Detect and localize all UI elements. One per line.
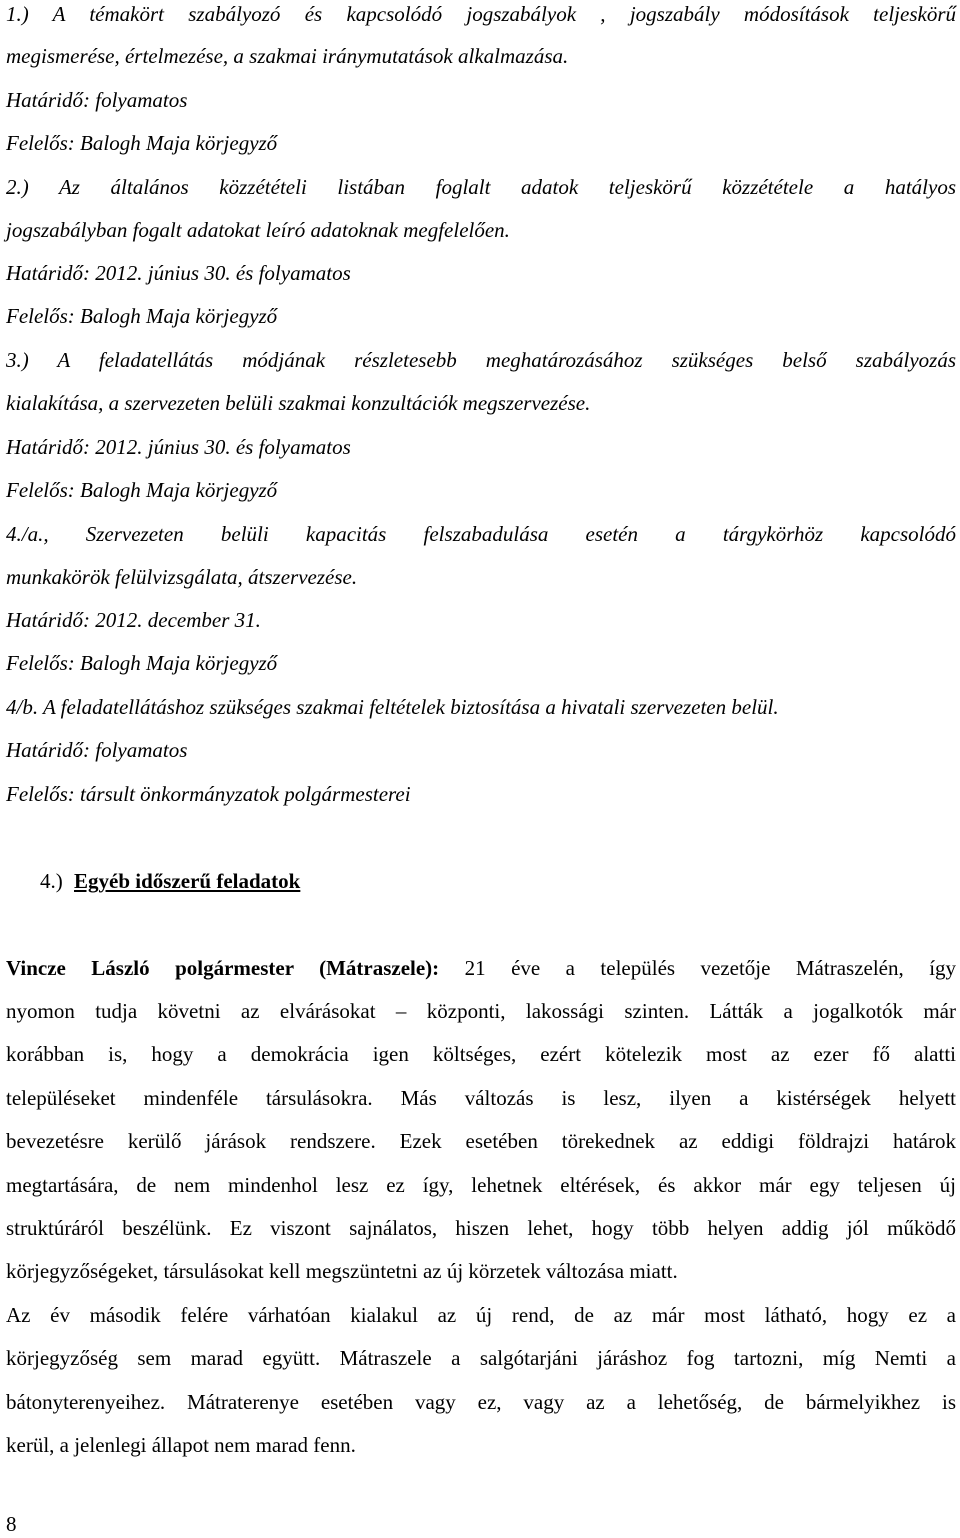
speech-line-4: településeket mindenféle társulásokra. Más változás is lesz, ilyen a kistérségek helyett xyxy=(6,1086,956,1110)
speech-line-6: megtartására, de nem mindenhol lesz ez így, lehetnek eltérések, és akkor már egy teljesen új xyxy=(6,1173,956,1197)
item-1-deadline: Határidő: folyamatos xyxy=(6,88,188,112)
section-title: Egyéb időszerű feladatok xyxy=(74,869,301,893)
item-3-deadline: Határidő: 2012. június 30. és folyamatos xyxy=(6,435,351,459)
speech-line-2: nyomon tudja követni az elvárásokat – központi, lakossági szinten. Látták a jogalkotók már xyxy=(6,999,956,1023)
speech-line-7: struktúráról beszélünk. Ez viszont sajnálatos, hiszen lehet, hogy több helyen addig jól működő xyxy=(6,1216,956,1240)
item-2-line-1: 2.) Az általános közzétételi listában foglalt adatok teljeskörű közzététele a hatályos xyxy=(6,175,956,199)
speech-p2-line-4: kerül, a jelenlegi állapot nem marad fenn. xyxy=(6,1433,356,1457)
item-1-line-2: megismerése, értelmezése, a szakmai iránymutatások alkalmazása. xyxy=(6,44,569,68)
item-2-line-2: jogszabályban fogalt adatokat leíró adatoknak megfelelően. xyxy=(6,218,510,242)
item-4a-deadline: Határidő: 2012. december 31. xyxy=(6,608,261,632)
speech-line-8: körjegyzőségeket, társulásokat kell megszüntetni az új körzetek változása miatt. xyxy=(6,1259,678,1283)
item-3-line-2: kialakítása, a szervezeten belüli szakmai konzultációk megszervezése. xyxy=(6,391,591,415)
item-2-deadline: Határidő: 2012. június 30. és folyamatos xyxy=(6,261,351,285)
speech-p2-line-2: körjegyzőség sem marad együtt. Mátraszele a salgótarjáni járáshoz fog tartozni, míg Nemti a xyxy=(6,1346,956,1370)
item-1-line-1: 1.) A témakört szabályozó és kapcsolódó jogszabályok , jogszabály módosítások teljeskörű xyxy=(6,2,956,26)
item-4b-line-1: 4/b. A feladatellátáshoz szükséges szakmai feltételek biztosítása a hivatali szervezeten belül. xyxy=(6,695,779,719)
speech-p2-line-1: Az év második felére várhatóan kialakul az új rend, de az már most látható, hogy ez a xyxy=(6,1303,956,1327)
item-4a-line-1: 4./a., Szervezeten belüli kapacitás felszabadulása esetén a tárgykörhöz kapcsolódó xyxy=(6,522,956,546)
section-heading xyxy=(40,867,300,895)
item-3-responsible: Felelős: Balogh Maja körjegyző xyxy=(6,478,278,502)
section-number: 4.) xyxy=(40,869,63,893)
item-4a-line-2: munkakörök felülvizsgálata, átszervezése. xyxy=(6,565,358,589)
speaker-name: Vincze László polgármester (Mátraszele): xyxy=(6,956,440,980)
speech-line-5: bevezetésre kerülő járások rendszere. Ezek esetében törekednek az eddigi földrajzi határok xyxy=(6,1129,956,1153)
speech-p2-line-3: bátonyterenyeihez. Mátraterenye esetében vagy ez, vagy az a lehetőség, de bármelyikhez is xyxy=(6,1390,956,1414)
item-3-line-1: 3.) A feladatellátás módjának részletesebb meghatározásához szükséges belső szabályozás xyxy=(6,348,956,372)
item-2-responsible: Felelős: Balogh Maja körjegyző xyxy=(6,304,278,328)
speech-line-3: korábban is, hogy a demokrácia igen költséges, ezért kötelezik most az ezer fő alatti xyxy=(6,1042,956,1066)
item-4b-responsible: Felelős: társult önkormányzatok polgármesterei xyxy=(6,782,411,806)
speech-line-1 xyxy=(6,954,956,982)
item-1-responsible: Felelős: Balogh Maja körjegyző xyxy=(6,131,278,155)
page-number: 8 xyxy=(6,1512,17,1536)
item-4a-responsible: Felelős: Balogh Maja körjegyző xyxy=(6,651,278,675)
item-4b-deadline: Határidő: folyamatos xyxy=(6,738,188,762)
speech-first-line-rest: 21 éve a település vezetője Mátraszelén, így xyxy=(464,956,957,980)
